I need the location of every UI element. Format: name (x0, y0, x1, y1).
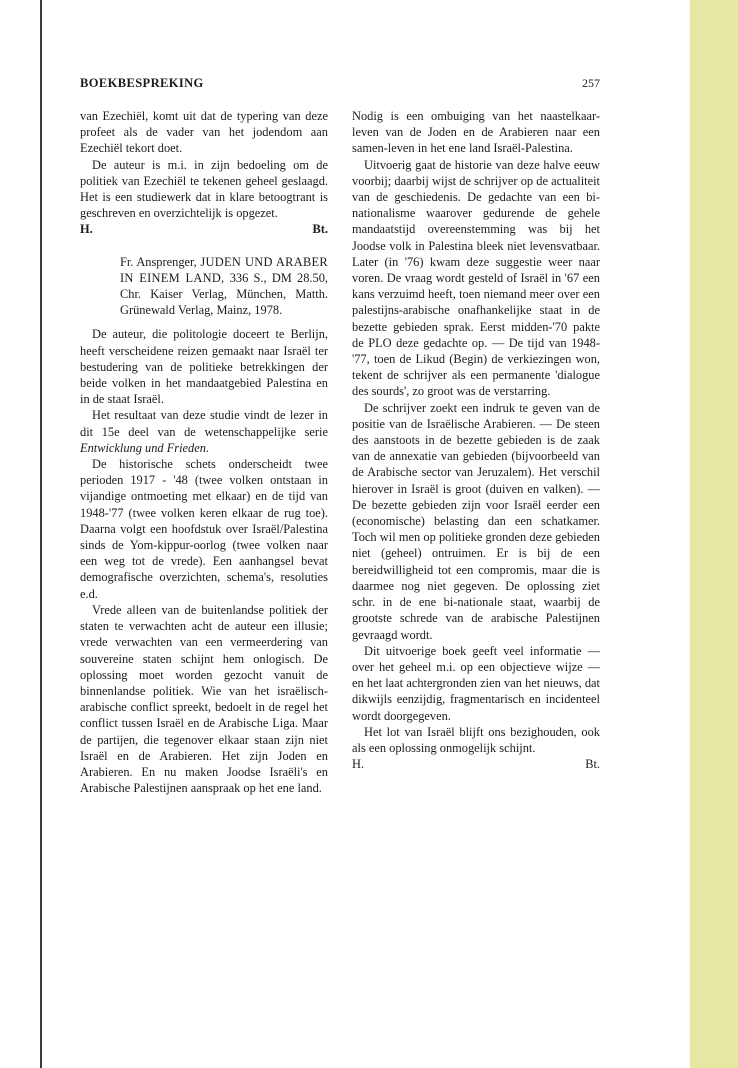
signature-initial-left: H. (352, 757, 365, 772)
book-title: JUDEN UND ARABER IN EINEM LAND, (120, 254, 328, 285)
paragraph-text: Het resultaat van deze studie vindt de lezer in dit 15e deel van de wetenschappelijke serie (80, 408, 328, 439)
running-head: BOEKBESPREKING (80, 76, 204, 90)
paragraph: Vrede alleen van de buitenlandse politiek der staten te verwachten acht de auteur een illusie; vrede verwachten van een vermeerdering van souvereine staten schijnt hem onlogisch. De oplossing moet worden gezocht vanuit de binnenlandse politiek. Wie van het israëlisch-arabische conflict spreekt, bedoelt in de regel het conflict tussen Israël en de Arabische Liga. Maar de partijen, die tegenover elkaar staan zijn niet Israël en de Arabieren. Het zijn Joden en Arabieren. En nu maken Joodse Israëli's en Arabische Palestijnen aanspraak op het ene land. (80, 602, 328, 796)
paragraph: De schrijver zoekt een indruk te geven van de positie van de Israëlische Arabieren. — De steen des aanstoots in de bezette gebieden is de zaak van de annexatie van gebieden (bijvoorbeeld van de Arabische sector van Jeruzalem). Het verschil hierover in Israël is groot (duiven en valken). — De bezette gebieden zijn voor Israël eerder een (economische) belasting dan een schatkamer. Toch wil men op politieke gronden deze gebieden niet (geheel) ontruimen. Er is bij de een bereidwilligheid tot een compromis, maar die is daarmee nog niet gegeven. De oplossing ziet schr. in de ene bi-nationale staat, waarbij de grootste schrede van de arabische Palestijnen gevraagd wordt. (352, 400, 600, 642)
paragraph: van Ezechiël, komt uit dat de typering van deze profeet als de vader van het jodendom aan Ezechiël tekort doet. (80, 109, 328, 156)
paragraph: Nodig is een ombuiging van het naastelkaar-leven van de Joden en de Arabieren naar een samen-leven in het ene land Israël-Palestina. (352, 109, 600, 156)
signature-initial-right: Bt. (312, 222, 328, 237)
review-signature (80, 221, 328, 237)
right-column (352, 108, 600, 772)
paragraph: De auteur, die politologie doceert te Berlijn, heeft verscheidene reizen gemaakt naar Israël ter bestudering van de politieke betrekkingen der beide volken in het mandaatgebied Palestina en in de staat Israël. (80, 327, 328, 407)
review-signature (352, 756, 600, 772)
paragraph: De historische schets onderscheidt twee perioden 1917 - '48 (twee volken ontstaan in vijandige ontmoeting met elkaar) en de tijd van 1948-'77 (twee volken keren elkaar de rug toe). Daarna volgt een hoofdstuk over Israël/Palestina sinds de Yom-kippur-oorlog (twee volken naar een weg tot de vrede). Een aanhangsel bevat demografische overzichten, schema's, resoluties e.d. (80, 457, 328, 601)
paragraph: Dit uitvoerige boek geeft veel informatie — over het geheel m.i. op een objectieve wijze — en het laat achtergronden zien van het nieuws, dat dikwijls eenzijdig, fragmentarisch en incidenteel wordt doorgegeven. (352, 643, 600, 723)
signature-initial-left: H. (80, 222, 93, 237)
paragraph: Het lot van Israël blijft ons bezighouden, ook als een oplossing onmogelijk schijnt. (352, 724, 600, 755)
paragraph: De auteur is m.i. in zijn bedoeling om de politiek van Ezechiël te tekenen geheel geslaagd. Het is een studiewerk dat in klare betoogtrant is geschreven en overzichtelijk is opgezet. (80, 157, 328, 221)
scan-edge-right (690, 0, 738, 1068)
page-number: 257 (582, 76, 600, 90)
left-column (80, 108, 328, 796)
page-header (80, 76, 600, 92)
scan-edge-left (40, 0, 42, 1068)
book-details: 336 S., DM 28.50, Chr. Kaiser Verlag, München, Matth. Grünewald Verlag, Mainz, 1978. (120, 270, 328, 318)
paragraph: Uitvoerig gaat de historie van deze halve eeuw voorbij; daarbij wijst de schrijver op de actualiteit van de geschiedenis. De gedachte van een bi-nationalisme waarover gedurende de gehele mandaatstijd overeenstemming was bij het Joodse volk in Palestina bleek niet levensvatbaar. Later (in '76) kwam deze suggestie weer naar voren. De vraag wordt gesteld of Israël in '67 een kans verzuimd heeft, toen niemand meer over een palestijns-arabische onafhankelijke staat in de bezette gebieden sprak. Eerst midden-'70 pakte de PLO deze gedachte op. — De tijd van 1948-'77, toen de Likud (Begin) de verkiezingen won, tekent de schrijver als een permanente 'dialogue des sourds', zo groot was de verstarring. (352, 157, 600, 399)
series-title: Entwicklung und Frieden. (80, 440, 210, 455)
paragraph (80, 407, 328, 456)
book-author: Fr. Ansprenger, (120, 254, 197, 269)
signature-initial-right: Bt. (585, 757, 600, 772)
bibliographic-entry (80, 254, 328, 319)
